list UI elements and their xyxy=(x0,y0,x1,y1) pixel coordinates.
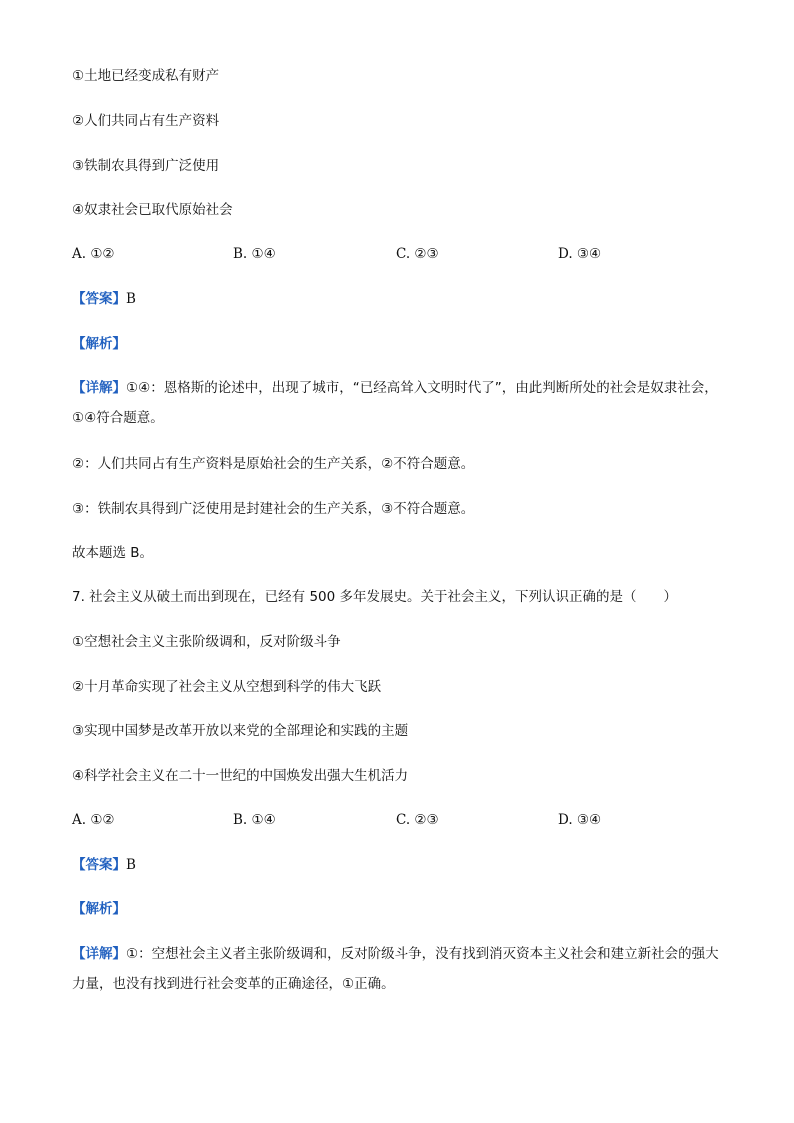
q6-item-2: ②人们共同占有生产资料 xyxy=(72,113,220,129)
answer-tag: 【答案】 xyxy=(72,857,126,873)
q6-option-a: A. ①② xyxy=(72,246,115,262)
q7-item-2: ②十月革命实现了社会主义从空想到科学的伟大飞跃 xyxy=(72,679,382,695)
q6-option-d: D. ③④ xyxy=(558,246,602,262)
q6-item-4: ④奴隶社会已取代原始社会 xyxy=(72,202,233,218)
q7-option-d: D. ③④ xyxy=(558,812,602,828)
answer-tag: 【答案】 xyxy=(72,291,126,307)
q6-analysis xyxy=(72,334,732,354)
q6-detail-3: ③：铁制农具得到广泛使用是封建社会的生产关系，③不符合题意。 xyxy=(72,501,475,517)
q7-option-a: A. ①② xyxy=(72,812,115,828)
q7-item-3: ③实现中国梦是改革开放以来党的全部理论和实践的主题 xyxy=(72,723,409,739)
q7-analysis xyxy=(72,899,732,919)
q6-item-3: ③铁制农具得到广泛使用 xyxy=(72,158,220,174)
analysis-tag: 【解析】 xyxy=(72,336,126,352)
q7-answer xyxy=(72,855,732,875)
q7-stem: 7. 社会主义从破土而出到现在，已经有 500 多年发展史。关于社会主义，下列认识正确的是（ ） xyxy=(72,589,678,605)
q7-detail-1 xyxy=(72,939,732,999)
q6-detail-1 xyxy=(72,373,732,433)
q6-answer xyxy=(72,289,732,309)
q6-detail-2: ②：人们共同占有生产资料是原始社会的生产关系，②不符合题意。 xyxy=(72,456,475,472)
analysis-tag: 【解析】 xyxy=(72,901,126,917)
detail-tag: 【详解】 xyxy=(72,946,126,962)
answer-value: B xyxy=(126,291,136,307)
q6-item-1: ①土地已经变成私有财产 xyxy=(72,68,220,84)
detail-tag: 【详解】 xyxy=(72,380,126,396)
q6-option-c: C. ②③ xyxy=(396,246,439,262)
q6-option-b: B. ①④ xyxy=(233,246,276,262)
detail-text: ①：空想社会主义者主张阶级调和，反对阶级斗争，没有找到消灭资本主义社会和建立新社会的强大力量，也没有找到进行社会变革的正确途径，①正确。 xyxy=(72,946,719,992)
q7-option-c: C. ②③ xyxy=(396,812,439,828)
answer-value: B xyxy=(126,857,136,873)
q7-item-1: ①空想社会主义主张阶级调和，反对阶级斗争 xyxy=(72,634,341,650)
q7-option-b: B. ①④ xyxy=(233,812,276,828)
q7-item-4: ④科学社会主义在二十一世纪的中国焕发出强大生机活力 xyxy=(72,768,409,784)
q6-conclusion: 故本题选 B。 xyxy=(72,545,154,561)
detail-text: ①④：恩格斯的论述中，出现了城市，“已经高耸入文明时代了”，由此判断所处的社会是奴隶社会，①④符合题意。 xyxy=(72,380,718,426)
